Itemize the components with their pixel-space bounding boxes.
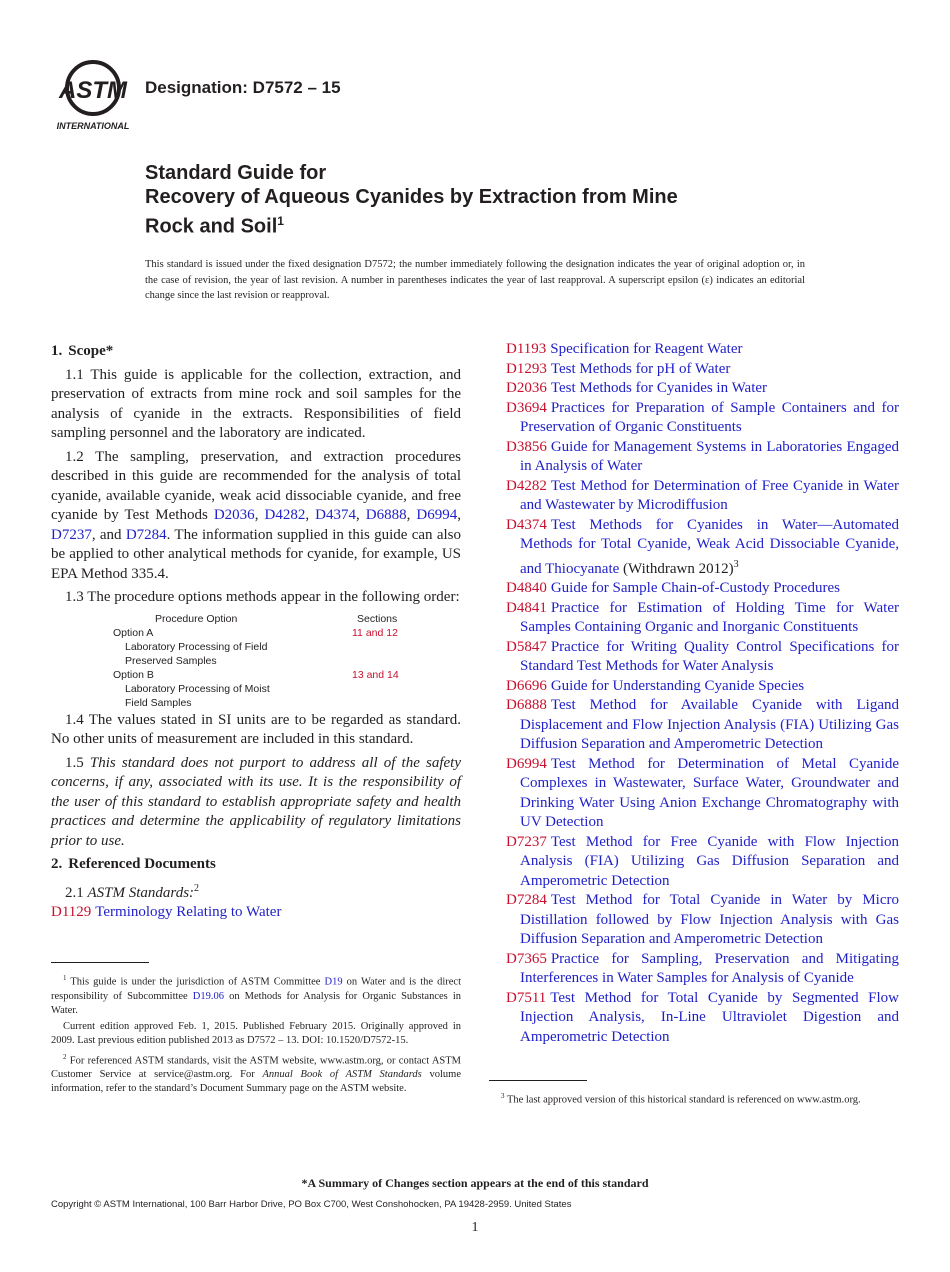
reference-item — [506, 638, 899, 677]
footnote-1-text-c: on Methods for Analysis for Organic Substances in Water. — [51, 990, 461, 1016]
ref-link-d7237[interactable]: D7237 — [51, 526, 92, 543]
option-a-sections[interactable]: 11 and 12 — [352, 626, 398, 639]
separator: , — [355, 507, 366, 523]
reference-title[interactable]: Test Methods for Cyanides in Water—Automated Methods for Total Cyanide, Weak Acid Dissociable Cyanide, and Thiocyanate — [520, 516, 899, 577]
reference-item — [506, 833, 899, 892]
page-number: 1 — [471, 1220, 479, 1235]
option-b-label: Option B — [113, 668, 154, 681]
footnotes-left — [51, 971, 461, 1098]
reference-item — [506, 379, 899, 399]
footnote-rule-left — [51, 962, 149, 963]
reference-code-d1129[interactable]: D1129 — [51, 904, 92, 920]
page-title — [145, 161, 678, 239]
reference-code-d4374[interactable]: D4374 — [506, 516, 547, 533]
reference-title[interactable]: Practice for Estimation of Holding Time for Water Samples Containing Organic and Inorganic Constituents — [520, 599, 899, 635]
designation: Designation: D7572 – 15 — [145, 78, 341, 97]
reference-title[interactable]: Test Method for Free Cyanide with Flow Injection Analysis (FIA) Utilizing Gas Diffusion Separation and Amperometric Detection — [520, 833, 899, 889]
ref-link-d4282[interactable]: D4282 — [264, 507, 306, 523]
scope-1-5-text: This standard does not purport to address all of the safety concerns, if any, associated with its use. It is the responsibility of the user of this standard to establish appropriate safety and health practices and determine the applicability of regulatory limitations prior to use. — [51, 754, 462, 849]
reference-item — [506, 477, 899, 516]
reference-item — [506, 599, 899, 638]
option-a-desc-2: Preserved Samples — [125, 654, 217, 667]
scope-1-3: 1.3 The procedure options methods appear in the following order: — [65, 589, 460, 605]
footnote-2-text-b: volume information, refer to the standard’s Document Summary page on the ASTM website. — [51, 1069, 461, 1094]
left-column — [51, 340, 461, 923]
reference-title[interactable]: Test Method for Determination of Free Cyanide in Water and Wastewater by Microdiffusion — [520, 477, 899, 513]
reference-title[interactable]: Test Method for Available Cyanide with Ligand Displacement and Flow Injection Analysis (FIA) Utilizing Gas Diffusion Separation and Amperometric Detection — [520, 697, 899, 752]
summary-of-changes-note: *A Summary of Changes section appears at the end of this standard — [301, 1176, 649, 1190]
separator: , — [457, 507, 461, 523]
astm-standards-subheading — [51, 879, 461, 904]
separator: , — [305, 507, 316, 523]
astm-logo — [52, 58, 134, 132]
reference-title[interactable]: Test Methods for pH of Water — [550, 360, 731, 377]
scope-1-2-text-b: . The information supplied in this guide can also be applied to other analytical methods for cyanide, for example, US EPA Method 335.4. — [51, 526, 461, 582]
option-b-desc-1: Laboratory Processing of Moist — [125, 682, 270, 695]
reference-item — [506, 399, 899, 438]
option-a-label: Option A — [113, 626, 154, 639]
scope-heading-num: 1. — [51, 343, 63, 359]
reference-title[interactable]: Specification for Reagent Water — [550, 341, 743, 357]
reference-code-d7237[interactable]: D7237 — [506, 833, 547, 850]
footnotes-right — [489, 1089, 899, 1110]
referenced-heading-num: 2. — [51, 856, 63, 872]
reference-code-d4840[interactable]: D4840 — [506, 580, 547, 596]
footnote-rule-right — [489, 1080, 587, 1081]
title-line-2: Recovery of Aqueous Cyanides by Extraction from Mine — [145, 186, 678, 208]
reference-item — [51, 903, 461, 923]
reference-code-d6696[interactable]: D6696 — [506, 677, 547, 694]
title-footnote-mark[interactable]: 1 — [277, 214, 284, 228]
footnote-1-text-b: on Water and is the direct responsibility of Subcommittee — [51, 976, 461, 1002]
footnote-3-text: The last approved version of this historical standard is referenced on www.astm.org. — [506, 1094, 861, 1106]
reference-footnote-mark[interactable]: 3 — [733, 558, 739, 570]
footnote-1-text-a: This guide is under the jurisdiction of ASTM Committee — [66, 976, 325, 988]
reference-item — [506, 696, 899, 755]
separator: , and — [91, 526, 126, 543]
ref-link-d7284[interactable]: D7284 — [125, 526, 167, 543]
separator: , — [254, 507, 265, 523]
footnote-2 — [51, 1050, 461, 1097]
reference-item — [506, 340, 899, 360]
footnote-2-text-a: For referenced ASTM standards, visit the ASTM website, www.astm.org, or contact ASTM Customer Service at service@astm.org. For — [51, 1055, 461, 1080]
footnote-2-italic: Annual Book of ASTM Standards — [262, 1069, 422, 1080]
astm-standards-footnote-mark[interactable]: 2 — [194, 882, 200, 894]
reference-title[interactable]: Guide for Understanding Cyanide Species — [550, 677, 805, 694]
scope-heading-text: Scope* — [68, 343, 114, 359]
reference-item — [506, 516, 899, 580]
astm-standards-num: 2.1 — [65, 884, 88, 901]
reference-code-d4282[interactable]: D4282 — [506, 477, 547, 494]
reference-code-d2036[interactable]: D2036 — [506, 380, 547, 396]
reference-item — [506, 755, 899, 833]
reference-code-d5847[interactable]: D5847 — [506, 638, 547, 655]
procedure-options-table — [51, 612, 461, 708]
referenced-heading-text: Referenced Documents — [68, 856, 216, 872]
reference-item — [506, 438, 899, 477]
reference-title[interactable]: Test Method for Total Cyanide in Water by Micro Distillation followed by Flow Injection Analysis with Gas Diffusion Separation and Amperometric Detection — [520, 892, 899, 947]
footnote-1 — [51, 971, 461, 1018]
committee-d19-link[interactable]: D19 — [324, 976, 343, 988]
scope-1-5 — [51, 754, 461, 852]
reference-code-d6994[interactable]: D6994 — [506, 755, 547, 772]
footnote-3-mark: 3 — [501, 1092, 505, 1100]
reference-item — [506, 360, 899, 380]
reference-title[interactable]: Test Method for Determination of Metal Cyanide Complexes in Wastewater, Surface Water, Groundwater and Drinking Water Using Anion Exchange Chromatography with UV Detection — [520, 755, 899, 830]
reference-item — [506, 950, 899, 989]
reference-item — [506, 891, 899, 950]
option-a-desc-1: Laboratory Processing of Field — [125, 640, 268, 653]
reference-code-d6888[interactable]: D6888 — [506, 697, 547, 713]
reference-code-d3694[interactable]: D3694 — [506, 399, 547, 416]
title-line-3-text: Rock and Soil — [145, 215, 278, 238]
reference-code-d1193[interactable]: D1193 — [506, 341, 547, 357]
scope-heading — [51, 342, 461, 362]
option-b-sections[interactable]: 13 and 14 — [352, 668, 399, 681]
reference-title[interactable]: Guide for Management Systems in Laboratories Engaged in Analysis of Water — [520, 438, 899, 474]
reference-code-d4841[interactable]: D4841 — [506, 599, 547, 616]
reference-title[interactable]: Practice for Sampling, Preservation and Mitigating Interferences in Water Samples for Analysis of Cyanide — [520, 950, 899, 986]
ref-link-d4374[interactable]: D4374 — [315, 507, 356, 523]
right-reference-list — [506, 340, 899, 1047]
copyright: Copyright © ASTM International, 100 Barr Harbor Drive, PO Box C700, West Conshohocken, PA 19428-2959. United States — [51, 1199, 572, 1210]
reference-title[interactable]: Terminology Relating to Water — [95, 904, 282, 920]
scope-1-2 — [51, 448, 461, 585]
reference-title[interactable]: Guide for Sample Chain-of-Custody Procedures — [550, 580, 840, 596]
scope-1-4: 1.4 The values stated in SI units are to be regarded as standard. No other units of measurement are included in this standard. — [51, 711, 461, 747]
title-line-3 — [145, 209, 678, 239]
reference-code-d7365[interactable]: D7365 — [506, 950, 547, 967]
right-column — [506, 340, 899, 1047]
reference-code-d3856[interactable]: D3856 — [506, 438, 547, 455]
scope-1-5-num: 1.5 — [65, 754, 90, 771]
scope-1-2-text-a: 1.2 The sampling, preservation, and extraction procedures described in this guide are recommended for the analysis of total cyanide, available cyanide, weak acid dissociable cyanide, and free cyanide by Test Methods — [51, 448, 461, 523]
footnote-2-mark: 2 — [63, 1052, 67, 1061]
footnote-3 — [489, 1089, 899, 1108]
scope-1-1: 1.1 This guide is applicable for the collection, extraction, and preservation of extracts from mine rock and soil samples for the analysis of cyanide in the extracts. Responsibilities of field sampling personnel and the laboratory are indicated. — [51, 366, 461, 441]
option-b-desc-2: Field Samples — [125, 696, 192, 709]
ref-link-d6994[interactable]: D6994 — [416, 507, 458, 523]
reference-item — [506, 677, 899, 697]
reference-title[interactable]: Practices for Preparation of Sample Containers and for Preservation of Organic Constituents — [520, 399, 899, 435]
left-reference-list — [51, 903, 461, 923]
footnote-1-edition: Current edition approved Feb. 1, 2015. Published February 2015. Originally approved in 2009. Last previous edition published 2013 as D7572 – 13. DOI: 10.1520/D7572-15. — [51, 1020, 461, 1046]
footnote-1-mark: 1 — [63, 974, 67, 982]
reference-withdrawn-note: (Withdrawn 2012) — [619, 560, 734, 577]
table-header-sections: Sections — [357, 612, 398, 625]
astm-standards-label: ASTM Standards: — [87, 884, 195, 901]
reference-item — [506, 579, 899, 599]
standard-notice: This standard is issued under the fixed designation D7572; the number immediately following the designation indicates the year of original adoption or, in the case of revision, the year of last revision. A number in parentheses indicates the year of last reapproval. A superscript epsilon (ε) indicates an editorial change since the last revision or reapproval. — [145, 259, 805, 301]
reference-title[interactable]: Test Methods for Cyanides in Water — [550, 380, 768, 396]
reference-title[interactable]: Practice for Writing Quality Control Specifications for Standard Test Methods for Water Analysis — [520, 638, 899, 674]
ref-link-d6888[interactable]: D6888 — [365, 507, 407, 523]
logo-subtext: INTERNATIONAL — [56, 121, 130, 131]
title-line-1: Standard Guide for — [145, 162, 327, 184]
referenced-heading — [51, 855, 461, 875]
ref-link-d2036[interactable]: D2036 — [213, 507, 255, 523]
table-header-option: Procedure Option — [155, 612, 238, 625]
separator: , — [406, 507, 417, 523]
reference-item — [506, 989, 899, 1048]
reference-code-d7511[interactable]: D7511 — [506, 989, 547, 1006]
reference-code-d1293[interactable]: D1293 — [506, 360, 547, 377]
reference-code-d7284[interactable]: D7284 — [506, 892, 547, 908]
logo-text: ASTM — [59, 77, 127, 104]
subcommittee-d19-06-link[interactable]: D19.06 — [192, 990, 225, 1002]
reference-title[interactable]: Test Method for Total Cyanide by Segmented Flow Injection Analysis, In-Line Ultraviolet Digestion and Amperometric Detection — [520, 989, 899, 1045]
